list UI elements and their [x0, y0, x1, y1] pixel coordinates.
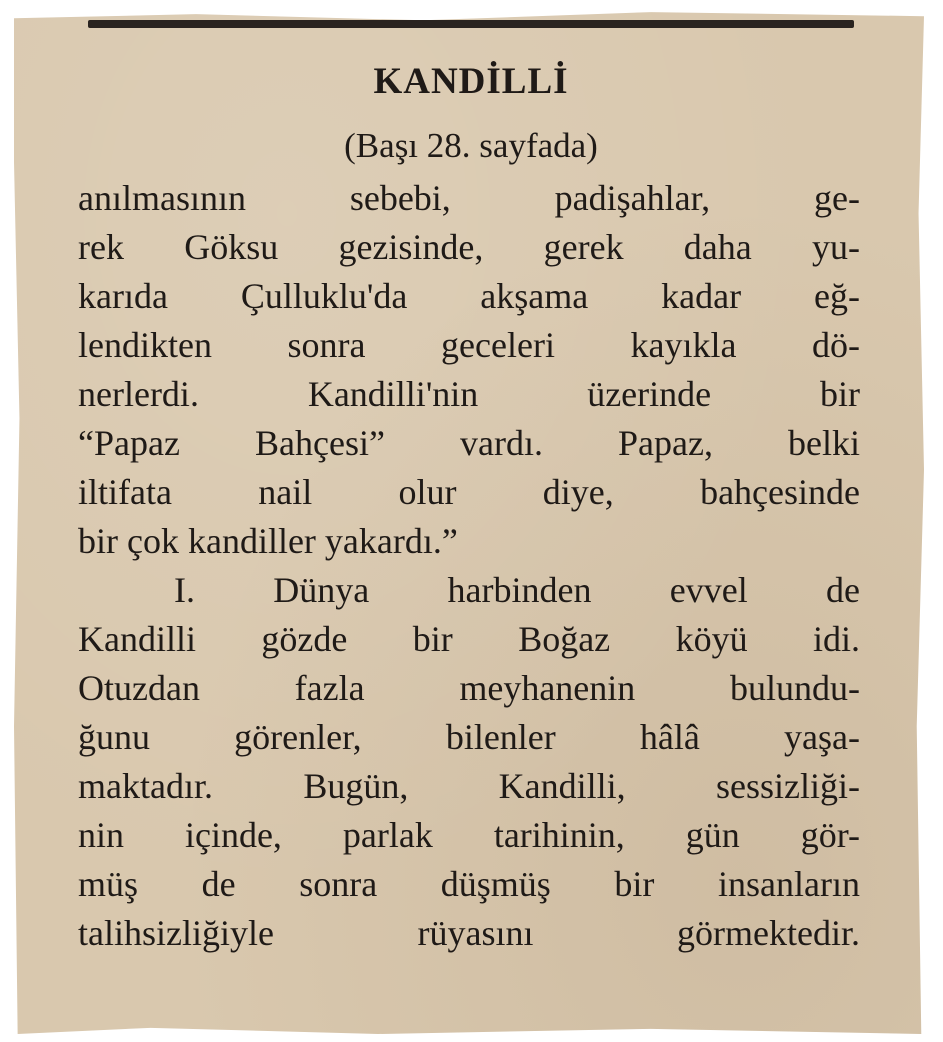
body-line: nin içinde, parlak tarihinin, gün gör-	[78, 815, 860, 855]
body-line: bir çok kandiller yakardı.”	[78, 521, 458, 561]
body-line: karıda Çulluklu'da akşama kadar eğ-	[78, 276, 860, 316]
body-line: lendikten sonra geceleri kayıkla dö-	[78, 325, 860, 365]
body-line: nerlerdi. Kandilli'nin üzerinde bir	[78, 374, 860, 414]
article-title: KANDİLLİ	[373, 61, 569, 102]
body-line: Otuzdan fazla meyhanenin bulundu-	[78, 668, 860, 708]
body-line: ğunu görenler, bilenler hâlâ yaşa-	[78, 717, 860, 757]
header-rule	[88, 20, 854, 28]
body-line: iltifata nail olur diye, bahçesinde	[78, 472, 860, 512]
body-line: talihsizliğiyle rüyasını görmektedir.	[78, 913, 860, 953]
body-line: anılmasının sebebi, padişahlar, ge-	[78, 178, 860, 218]
body-line: maktadır. Bugün, Kandilli, sessizliği-	[78, 766, 860, 806]
body-line: rek Göksu gezisinde, gerek daha yu-	[78, 227, 860, 267]
body-line: I. Dünya harbinden evvel de	[174, 570, 860, 610]
body-line: “Papaz Bahçesi” vardı. Papaz, belki	[78, 423, 860, 463]
body-line: Kandilli gözde bir Boğaz köyü idi.	[78, 619, 860, 659]
body-line: müş de sonra düşmüş bir insanların	[78, 864, 860, 904]
continued-from-note: (Başı 28. sayfada)	[344, 126, 598, 165]
